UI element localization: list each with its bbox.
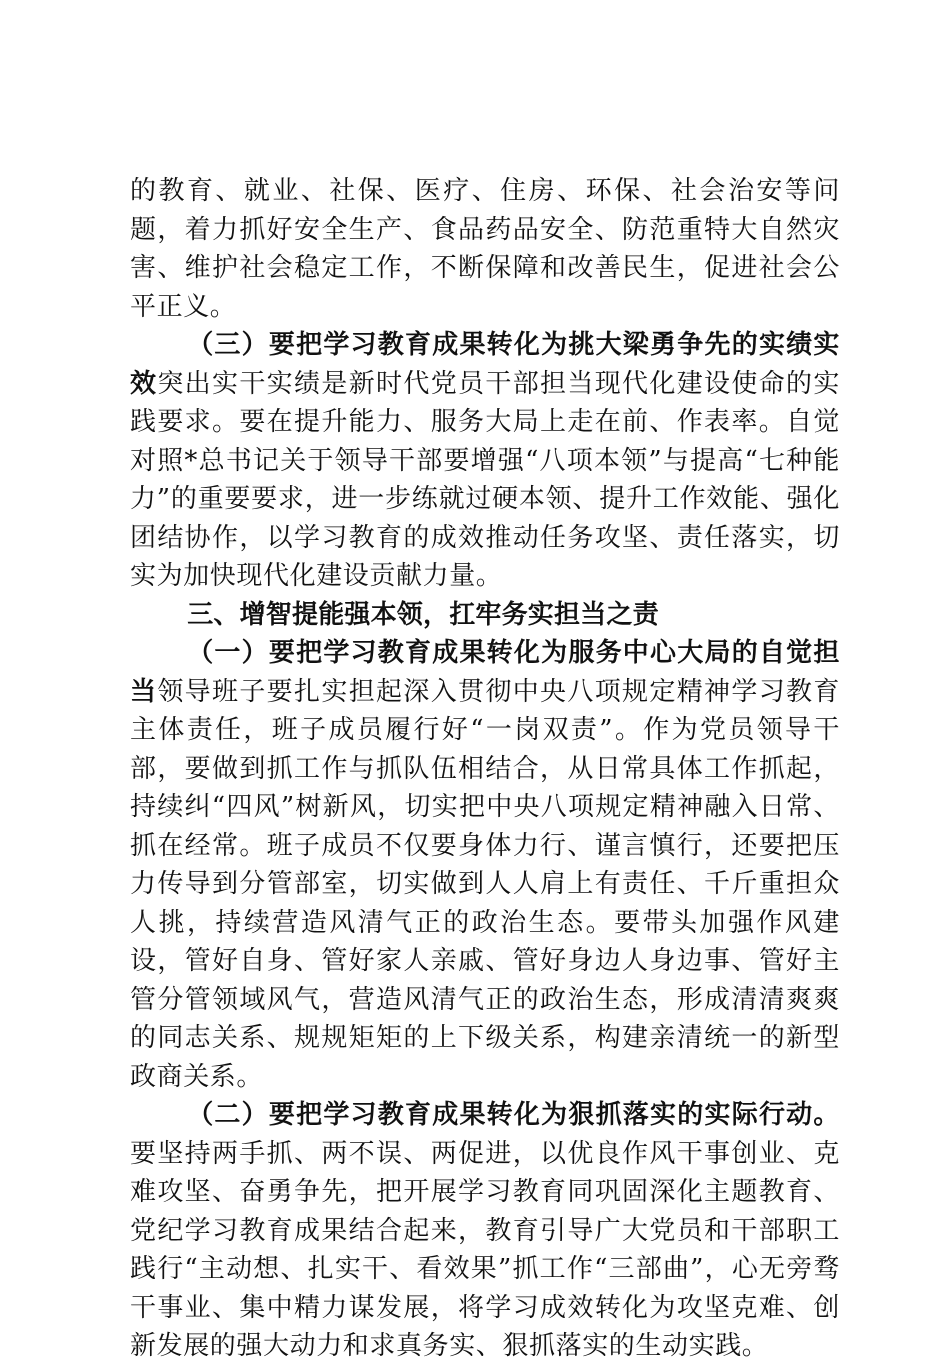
- paragraph-section-2-3: [130, 326, 840, 596]
- subheading-3-2: （二）要把学习教育成果转化为狠抓落实的实际行动。: [187, 1100, 840, 1130]
- paragraph-section-3-1: [130, 634, 840, 1096]
- subheading-2-3: （三）要把学习教育成果转化为挑大梁勇争先的实绩实效: [130, 330, 840, 399]
- document-body: [130, 172, 840, 1366]
- paragraph-section-3-2-text: 要坚持两手抓、两不误、两促进，以优良作风干事创业、克难攻坚、奋勇争先，把开展学习教育同巩固深化主题教育、党纪学习教育成果结合起来，教育引导广大党员和干部职工践行“主动想、扎实干、看效果”抓工作“三部曲”，心无旁骛干事业、集中精力谋发展，将学习成效转化为攻坚克难、创新发展的强大动力和求真务实、狠抓落实的生动实践。: [130, 1138, 840, 1361]
- paragraph-section-2-3-text: 突出实干实绩是新时代党员干部担当现代化建设使命的实践要求。要在提升能力、服务大局上走在前、作表率。自觉对照*总书记关于领导干部要增强“八项本领”与提高“七种能力”的重要要求，进一步练就过硬本领、提升工作效能、强化团结协作，以学习教育的成效推动任务攻坚、责任落实，切实为加快现代化建设贡献力量。: [130, 368, 840, 591]
- paragraph-section-3-1-text: 领导班子要扎实担起深入贯彻中央八项规定精神学习教育主体责任，班子成员履行好“一岗双责”。作为党员领导干部，要做到抓工作与抓队伍相结合，从日常具体工作抓起，持续纠“四风”树新风，切实把中央八项规定精神融入日常、抓在经常。班子成员不仅要身体力行、谨言慎行，还要把压力传导到分管部室，切实做到人人肩上有责任、千斤重担众人挑，持续营造风清气正的政治生态。要带头加强作风建设，管好自身、管好家人亲戚、管好身边人身边事、管好主管分管领域风气，营造风清气正的政治生态，形成清清爽爽的同志关系、规规矩矩的上下级关系，构建亲清统一的新型政商关系。: [130, 676, 840, 1092]
- paragraph-section-3-2: [130, 1096, 840, 1366]
- subheading-3-1: （一）要把学习教育成果转化为服务中心大局的自觉担当: [130, 638, 840, 707]
- section-heading-3: 三、增智提能强本领，扛牢务实担当之责: [187, 599, 659, 630]
- paragraph-livelihood: 的教育、就业、社保、医疗、住房、环保、社会治安等问题，着力抓好安全生产、食品药品安全、防范重特大自然灾害、维护社会稳定工作，不断保障和改善民生，促进社会公平正义。: [130, 176, 840, 322]
